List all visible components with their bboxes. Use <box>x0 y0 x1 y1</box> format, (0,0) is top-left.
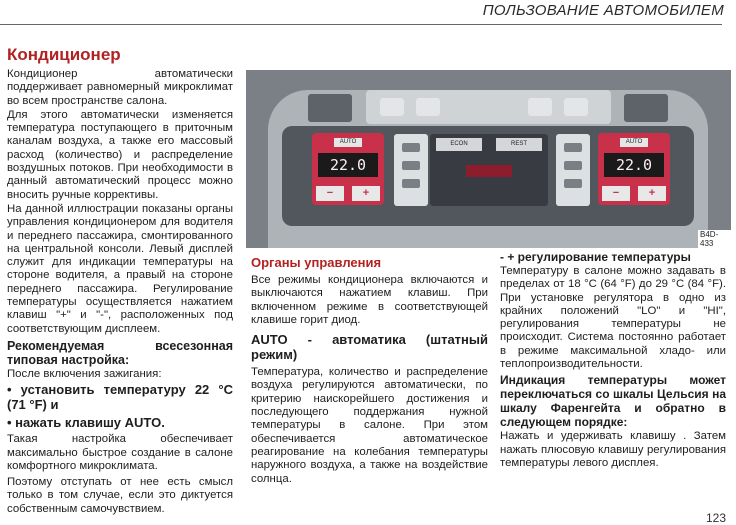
econ-button: ECON <box>436 138 482 151</box>
passenger-display <box>598 133 670 205</box>
bullet-item: • нажать клавишу AUTO. <box>7 415 165 431</box>
control-panel <box>282 126 694 226</box>
seat-heater-right <box>624 94 668 122</box>
auto-button-left: AUTO <box>334 138 362 147</box>
fan-speed-display <box>466 165 512 177</box>
temp-display-left: 22.0 <box>318 153 378 177</box>
right-column <box>500 250 726 470</box>
paragraph: После включения зажигания: <box>7 367 162 380</box>
paragraph: Температура, количество и распределение воздуха регулируются автоматически, по критерию наискорейшего достижения и последующего поддержания нужной температуры в салоне. При этом обеспечивается автоматическое реагирование на колебания температуры наружного воздуха, а также на воздействие солнца. <box>251 366 488 485</box>
page-number: 123 <box>705 511 726 525</box>
section-title: Кондиционер <box>7 45 121 64</box>
plus-button-right: + <box>638 186 666 201</box>
header-rule <box>0 24 722 25</box>
rear-defrost-button <box>564 98 588 116</box>
paragraph: Температуру в салоне можно задавать в пределах от 18 °С (64 °F) до 29 °С (84 °F). При установке регулятора в одно из крайних положений "LO" и "HI", регулирования температуры не происходит. Система постоянно работает в режиме максимальной хладо- или теплопроизводительности. <box>500 265 726 371</box>
air-distribution-right <box>556 134 590 206</box>
figure-code: B4D-433 <box>698 230 731 248</box>
paragraph: Нажать и удерживать клавишу . Затем нажать плюсовую клавишу регулирования температуры левого дисплея. <box>500 430 726 469</box>
driver-display <box>312 133 384 205</box>
recirculation-button <box>416 98 440 116</box>
paragraph: Для этого автоматически изменяется температура поступающего в приточным каналам воздуха, а также его массовый расход (количество) и распределение воздушных потоков. При необходимости в данный автоматический процесс можно вносить ручные коррективы. <box>7 108 233 201</box>
controls-heading: Органы управления <box>251 255 382 270</box>
bullet-item: • установить температуру 22 °С (71 °F) и <box>7 382 233 413</box>
plus-button-left: + <box>352 186 380 201</box>
recirc-right-button <box>528 98 552 116</box>
climate-control-photo <box>246 70 731 248</box>
paragraph: Все режимы кондиционера включаются и выключаются нажатием клавиш. При включенном режиме в соответствующей клавише горит диод. <box>251 274 488 326</box>
recommendation-heading: Рекомендуемая всесезонная типовая настройка: <box>7 338 233 367</box>
seat-heater-left <box>308 94 352 122</box>
temp-display-right: 22.0 <box>604 153 664 177</box>
auto-button-right: AUTO <box>620 138 648 147</box>
minus-button-left: − <box>316 186 344 201</box>
air-distribution-left <box>394 134 428 206</box>
header-text: ПОЛЬЗОВАНИЕ АВТОМОБИЛЕМ <box>482 2 724 19</box>
center-controls <box>430 134 548 206</box>
auto-mode-heading: AUTO - автоматика (штатный режим) <box>251 332 488 363</box>
rest-button: REST <box>496 138 542 151</box>
paragraph: Кондиционер автоматически поддерживает равномерный микроклимат во всем пространстве салона. <box>7 68 233 107</box>
paragraph: Поэтому отступать от нее есть смысл только в том случае, если это диктуется собственным самочувствием. <box>7 476 233 515</box>
left-column <box>7 68 233 517</box>
paragraph: Такая настройка обеспечивает максимально быстрое создание в салоне комфортного микроклимата. <box>7 433 233 472</box>
middle-column <box>251 274 488 486</box>
minus-button-right: − <box>602 186 630 201</box>
temp-regulation-heading: - + регулирование температуры <box>500 250 691 264</box>
display-units-heading: Индикация температуры может переключаться со шкалы Цельсия на шкалу Фаренгейта и обратно в следующем порядке: <box>500 373 726 430</box>
defrost-button <box>380 98 404 116</box>
paragraph: На данной иллюстрации показаны органы управления кондиционером для водителя и переднего пассажира, смонтированного на центральной консоли. Левый дисплей служит для индикации температуры на стороне водителя, а правый на стороне переднего пассажира. Регулирование температуры осуществляется нажатием клавиш "+" и "-", расположенных под соответствующим дисплеем. <box>7 202 233 335</box>
